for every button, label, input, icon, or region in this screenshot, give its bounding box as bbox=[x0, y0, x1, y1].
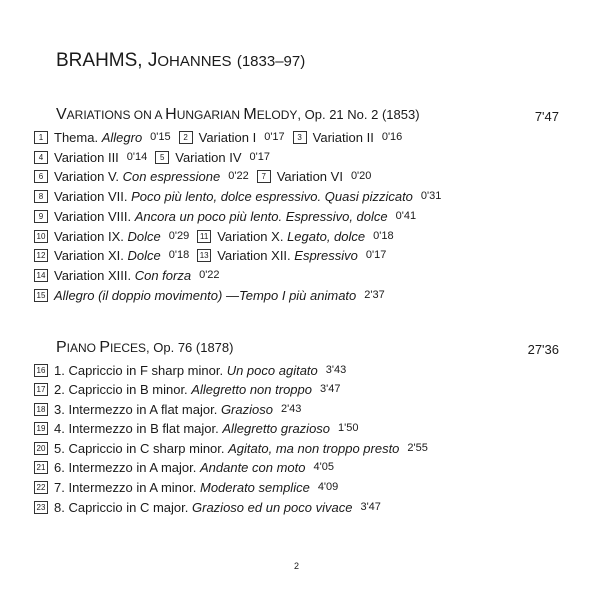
track-duration: 2'43 bbox=[280, 403, 302, 415]
track-tempo: Andante con moto bbox=[199, 459, 306, 475]
track-number: 18 bbox=[34, 403, 48, 416]
track-line bbox=[34, 360, 354, 380]
track-item bbox=[34, 460, 334, 475]
track-duration: 0'20 bbox=[350, 170, 372, 182]
track-duration: 0'17 bbox=[264, 131, 285, 143]
track-item bbox=[257, 169, 372, 184]
track-title: 5. Capriccio in C sharp minor. bbox=[54, 440, 225, 456]
track-item bbox=[197, 248, 386, 263]
track-number: 20 bbox=[34, 442, 48, 455]
track-item bbox=[34, 130, 171, 145]
track-number: 10 bbox=[34, 230, 48, 243]
track-tempo: Ancora un poco più lento. Espressivo, dolce bbox=[134, 208, 388, 224]
track-number: 12 bbox=[34, 249, 48, 262]
track-tempo: Allegro (il doppio movimento) —Tempo I più animato bbox=[54, 287, 357, 303]
track-title: 3. Intermezzo in A flat major. bbox=[54, 401, 218, 417]
track-number: 1 bbox=[34, 131, 48, 144]
track-number: 6 bbox=[34, 170, 48, 183]
track-line bbox=[34, 245, 394, 265]
track-tempo: Con forza bbox=[134, 267, 192, 283]
track-tempo: Allegro bbox=[101, 129, 143, 145]
track-title: 2. Capriccio in B minor. bbox=[54, 381, 188, 397]
track-item bbox=[34, 363, 346, 378]
track-number: 7 bbox=[257, 170, 271, 183]
track-title: Variation IX. bbox=[54, 228, 124, 244]
work-opus: , Op. 21 No. 2 (1853) bbox=[297, 107, 420, 122]
track-duration: 4'05 bbox=[313, 461, 334, 473]
track-number: 9 bbox=[34, 210, 48, 223]
work-total-duration: 27'36 bbox=[527, 342, 559, 357]
track-tempo: Dolce bbox=[127, 247, 161, 263]
track-line bbox=[34, 379, 348, 399]
track-title: Variation II bbox=[312, 129, 374, 145]
track-title: Variation VII. bbox=[54, 188, 128, 204]
title-cap: P bbox=[56, 339, 67, 356]
track-tempo: Con espressione bbox=[122, 168, 221, 184]
track-tempo: Legato, dolce bbox=[287, 228, 366, 244]
track-title: Variation I bbox=[198, 129, 257, 145]
track-tempo: Agitato, ma non troppo presto bbox=[228, 440, 400, 456]
track-duration: 3'47 bbox=[320, 383, 341, 395]
work-total-duration: 7'47 bbox=[534, 109, 559, 124]
track-number: 21 bbox=[34, 461, 48, 474]
track-number: 8 bbox=[34, 190, 48, 203]
page-number: 2 bbox=[294, 561, 300, 571]
track-title: Variation VI bbox=[276, 168, 343, 184]
track-duration: 0'18 bbox=[373, 230, 394, 242]
track-item bbox=[34, 150, 147, 165]
track-number: 11 bbox=[197, 230, 211, 243]
track-item bbox=[34, 268, 220, 283]
track-duration: 0'29 bbox=[168, 230, 190, 242]
title-sc: IECES bbox=[110, 341, 147, 355]
track-line bbox=[34, 399, 309, 419]
track-number: 2 bbox=[179, 131, 193, 144]
track-item bbox=[34, 421, 358, 436]
track-duration: 0'31 bbox=[420, 190, 442, 202]
track-duration: 0'15 bbox=[150, 131, 171, 143]
track-title: 6. Intermezzo in A major. bbox=[54, 459, 197, 475]
track-duration: 0'17 bbox=[249, 151, 270, 163]
track-item bbox=[293, 130, 403, 145]
track-title: Variation XIII. bbox=[54, 267, 132, 283]
track-duration: 0'22 bbox=[228, 170, 249, 182]
track-number: 5 bbox=[155, 151, 169, 164]
track-title: Thema. bbox=[54, 129, 99, 145]
title-sc: UNGARIAN bbox=[176, 108, 244, 122]
track-title: Variation X. bbox=[217, 228, 284, 244]
track-title: Variation III bbox=[54, 149, 119, 165]
track-duration: 3'47 bbox=[360, 501, 381, 513]
track-title: Variation IV bbox=[175, 149, 242, 165]
track-line bbox=[34, 127, 410, 147]
track-title: Variation VIII. bbox=[54, 208, 132, 224]
composer-first-rest: OHANNES bbox=[157, 53, 232, 70]
track-number: 3 bbox=[293, 131, 307, 144]
track-line bbox=[34, 166, 379, 186]
title-cap: V bbox=[56, 106, 67, 123]
track-item bbox=[34, 229, 189, 244]
track-item bbox=[179, 130, 285, 145]
track-item bbox=[34, 288, 385, 303]
track-item bbox=[155, 150, 270, 165]
track-tempo: Dolce bbox=[127, 228, 161, 244]
track-line bbox=[34, 497, 389, 517]
track-line bbox=[34, 206, 424, 226]
title-cap: P bbox=[99, 339, 111, 356]
track-title: 4. Intermezzo in B flat major. bbox=[54, 420, 219, 436]
track-tempo: Grazioso ed un poco vivace bbox=[192, 499, 353, 515]
track-number: 22 bbox=[34, 481, 48, 494]
track-number: 15 bbox=[34, 289, 48, 302]
track-line bbox=[34, 418, 366, 438]
track-number: 13 bbox=[197, 249, 211, 262]
track-line bbox=[34, 186, 449, 206]
composer-first-initial: J bbox=[147, 50, 158, 71]
title-cap: H bbox=[165, 106, 177, 123]
track-item bbox=[34, 209, 416, 224]
track-item bbox=[34, 248, 189, 263]
track-line bbox=[34, 457, 342, 477]
track-tempo: Poco più lento, dolce espressivo. Quasi pizzicato bbox=[131, 188, 413, 204]
title-sc: ELODY bbox=[256, 108, 298, 122]
work-title-piano-pieces bbox=[56, 339, 233, 357]
track-item bbox=[197, 229, 393, 244]
track-item bbox=[34, 402, 301, 417]
track-duration: 4'09 bbox=[317, 481, 339, 493]
track-title: 7. Intermezzo in A minor. bbox=[54, 479, 197, 495]
track-line bbox=[34, 147, 278, 167]
track-number: 16 bbox=[34, 364, 48, 377]
track-duration: 1'50 bbox=[338, 422, 359, 434]
work-title-variations bbox=[56, 106, 420, 124]
track-duration: 0'14 bbox=[126, 151, 148, 163]
track-duration: 0'22 bbox=[199, 269, 220, 281]
track-item bbox=[34, 189, 441, 204]
track-tempo: Grazioso bbox=[220, 401, 273, 417]
track-title: Variation XII. bbox=[217, 247, 291, 263]
track-item bbox=[34, 441, 428, 456]
track-duration: 0'16 bbox=[381, 131, 403, 143]
track-duration: 2'55 bbox=[407, 442, 428, 454]
track-title: 8. Capriccio in C major. bbox=[54, 499, 189, 515]
track-duration: 3'43 bbox=[325, 364, 347, 376]
track-number: 19 bbox=[34, 422, 48, 435]
composer-surname: BRAHMS, bbox=[56, 50, 148, 71]
track-line bbox=[34, 285, 393, 305]
track-number: 14 bbox=[34, 269, 48, 282]
track-title: 1. Capriccio in F sharp minor. bbox=[54, 362, 224, 378]
track-item bbox=[34, 382, 340, 397]
composer-heading bbox=[56, 50, 305, 72]
track-line bbox=[34, 226, 402, 246]
track-item bbox=[34, 480, 338, 495]
track-tempo: Moderato semplice bbox=[199, 479, 310, 495]
title-sc: ARIATIONS ON A bbox=[66, 108, 166, 122]
track-number: 17 bbox=[34, 383, 48, 396]
track-line bbox=[34, 265, 228, 285]
track-tempo: Un poco agitato bbox=[226, 362, 318, 378]
track-duration: 2'37 bbox=[364, 289, 385, 301]
track-duration: 0'18 bbox=[168, 249, 190, 261]
track-number: 4 bbox=[34, 151, 48, 164]
track-tempo: Espressivo bbox=[294, 247, 358, 263]
work-opus: , Op. 76 (1878) bbox=[146, 340, 234, 355]
title-sc: IANO bbox=[66, 341, 100, 355]
track-tempo: Allegretto non troppo bbox=[191, 381, 312, 397]
track-duration: 0'17 bbox=[365, 249, 387, 261]
track-duration: 0'41 bbox=[395, 210, 417, 222]
composer-dates: (1833–97) bbox=[236, 53, 306, 70]
track-tempo: Allegretto grazioso bbox=[222, 420, 331, 436]
track-line bbox=[34, 438, 436, 458]
track-line bbox=[34, 477, 346, 497]
track-item bbox=[34, 500, 381, 515]
track-number: 23 bbox=[34, 501, 48, 514]
track-title: Variation V. bbox=[54, 168, 120, 184]
track-item bbox=[34, 169, 249, 184]
track-title: Variation XI. bbox=[54, 247, 124, 263]
title-cap: M bbox=[243, 106, 257, 123]
